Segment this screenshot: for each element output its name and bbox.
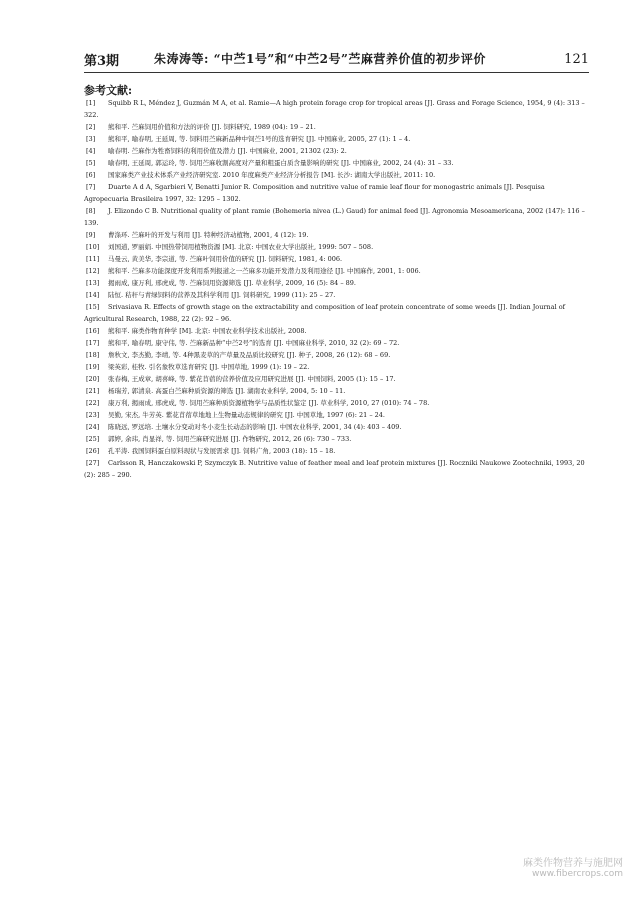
reference-list [84, 97, 589, 481]
reference-item [84, 457, 589, 481]
reference-item [84, 181, 589, 205]
reference-text: 康万利, 揭雨成, 邢虎成, 等. 饲用苎麻种质资源植物学与品质性状鉴定 [J]. 草业科学, 2010, 27 (010): 74 – 78. [108, 399, 430, 407]
reference-text: 喻春明, 王延周, 郭运玲, 等. 饲用苎麻收割高度对产量和粗蛋白质含量影响的研究 [J]. 中国麻业, 2002, 24 (4): 31 – 33. [108, 159, 454, 167]
reference-item [84, 325, 589, 337]
reference-number: [3] [86, 135, 96, 143]
reference-text: 熊和平, 喻春明, 王延周, 等. 饲料用苎麻新品种中饲苎1号的选育研究 [J]. 中国麻业, 2005, 27 (1): 1 – 4. [108, 135, 411, 143]
reference-number: [1] [86, 99, 96, 107]
reference-number: [26] [86, 447, 100, 455]
reference-text: 孔平涛. 我国饲料蛋白原料现状与发展需求 [J]. 饲料广角, 2003 (18): 15 – 18. [108, 447, 336, 455]
reference-number: [12] [86, 267, 100, 275]
reference-number: [7] [86, 183, 96, 191]
reference-number: [23] [86, 411, 100, 419]
reference-item [84, 133, 589, 145]
reference-item [84, 277, 589, 289]
reference-text: 詹秋文, 李杰勤, 李靖, 等. 4种黑麦草的产草量及品质比较研究 [J]. 种子, 2008, 26 (12): 68 – 69. [108, 351, 391, 359]
reference-item [84, 145, 589, 157]
reference-number: [5] [86, 159, 96, 167]
reference-item [84, 361, 589, 373]
reference-number: [9] [86, 231, 96, 239]
reference-item [84, 301, 589, 325]
reference-text: 梁英彩, 桂牧. 引名象牧草选育研究 [J]. 中国草地, 1999 (1): 19 – 22. [108, 363, 310, 371]
reference-number: [8] [86, 207, 96, 215]
reference-item [84, 433, 589, 445]
reference-item [84, 169, 589, 181]
reference-text: 熊和平. 苎麻多功能深度开发利用系列报道之一苎麻多功能开发潜力及利用途径 [J]. 中国麻作, 2001, 1: 006. [108, 267, 421, 275]
reference-text: Carlsson R, Hanczakowski P, Szymczyk B. Nutritive value of feather meal and leaf protein mixtures [J]. Roczniki Naukowe Zootechniki, 1993, 20 (2): 285 – 290. [84, 459, 585, 479]
reference-text: 陈晓远, 罗远培. 土壤水分变动对冬小麦生长动态的影响 [J]. 中国农业科学, 2001, 34 (4): 403 – 409. [108, 423, 402, 431]
reference-number: [20] [86, 375, 100, 383]
reference-text: 郭婷, 余玮, 肖显祥, 等. 饲用苎麻研究进展 [J]. 作物研究, 2012, 26 (6): 730 – 733. [108, 435, 352, 443]
reference-text: 杨瑞芳, 郭清泉. 高蛋白苎麻种质资源的筛选 [J]. 湖南农业科学, 2004, 5: 10 – 11. [108, 387, 346, 395]
running-header [84, 48, 589, 73]
reference-item [84, 373, 589, 385]
issue-label: 第3期 [84, 54, 120, 69]
reference-text: Srivasiava R. Effects of growth stage on the extractability and composition of leaf protein concentrate of some weeds [J]. Indian Journal of Agricultural Research, 1988, 22 (2): 92 – 96. [84, 303, 566, 323]
reference-text: 张春梅, 王成章, 胡喜峰, 等. 紫花苜蓿的营养价值及应用研究进展 [J]. 中国饲料, 2005 (1): 15 – 17. [108, 375, 396, 383]
reference-number: [25] [86, 435, 100, 443]
reference-item [84, 337, 589, 349]
reference-number: [6] [86, 171, 96, 179]
reference-text: 熊和平. 麻类作物育种学 [M]. 北京: 中国农业科学技术出版社, 2008. [108, 327, 307, 335]
reference-text: Squibb R L, Méndez J, Guzmán M A, et al. Ramie—A high protein forage crop for tropical areas [J]. Grass and Forage Science, 1954, 9 (4): 313 – 322. [84, 99, 585, 119]
reference-text: 曹涤环. 苎麻叶的开发与利用 [J]. 特种经济动植物, 2001, 4 (12): 19. [108, 231, 309, 239]
reference-text: 熊和平, 喻春明, 康守伟, 等. 苎麻新品种“中苎2号”的选育 [J]. 中国麻业科学, 2010, 32 (2): 69 – 72. [108, 339, 400, 347]
reference-text: J. Elizondo C B. Nutritional quality of plant ramie (Bohemeria nivea (L.) Gaud) for animal feed [J]. Agronomia Mesoamericana, 2002 (147): 116 – 139. [84, 207, 585, 227]
reference-number: [4] [86, 147, 96, 155]
reference-number: [10] [86, 243, 100, 251]
reference-number: [24] [86, 423, 100, 431]
references-heading: 参考文献: [84, 84, 133, 97]
reference-number: [19] [86, 363, 100, 371]
reference-number: [27] [86, 459, 100, 467]
site-watermark [523, 854, 623, 879]
reference-number: [14] [86, 291, 100, 299]
reference-number: [13] [86, 279, 100, 287]
reference-item [84, 157, 589, 169]
reference-text: 熊和平. 苎麻饲用价值和方法的评价 [J]. 饲料研究, 1989 (04): 19 – 21. [108, 123, 316, 131]
reference-number: [11] [86, 255, 100, 263]
page-number: 121 [564, 52, 589, 67]
reference-item [84, 229, 589, 241]
reference-text: 揭雨成, 康万利, 邢虎成, 等. 苎麻饲用资源筛选 [J]. 草业科学, 2009, 16 (5): 84 – 89. [108, 279, 357, 287]
reference-item [84, 241, 589, 253]
reference-number: [21] [86, 387, 100, 395]
reference-text: 马曼云, 黄美华, 李宗道, 等. 苎麻叶饲用价值的研究 [J]. 饲料研究, 1981, 4: 006. [108, 255, 343, 263]
reference-number: [17] [86, 339, 100, 347]
reference-item [84, 205, 589, 229]
reference-item [84, 409, 589, 421]
reference-item [84, 421, 589, 433]
reference-item [84, 253, 589, 265]
reference-item [84, 349, 589, 361]
reference-number: [18] [86, 351, 100, 359]
reference-text: 国家麻类产业技术体系产业经济研究室. 2010 年度麻类产业经济分析报告 [M]. 长沙: 湖南大学出版社, 2011: 10. [108, 171, 436, 179]
reference-item [84, 265, 589, 277]
reference-number: [16] [86, 327, 100, 335]
reference-text: 喻春明. 苎麻作为牲畜饲料的利用价值及潜力 [J]. 中国麻业, 2001, 21302 (23): 2. [108, 147, 347, 155]
reference-text: Duarte A d A, Sgarbieri V, Benatti Junior R. Composition and nutritive value of ramie leaf flour for monogastric animals [J]. Pesquisa Agropecuaria Brasileira 1997, 32: 1295 – 1302. [84, 183, 545, 203]
reference-number: [22] [86, 399, 100, 407]
reference-number: [15] [86, 303, 100, 311]
reference-item [84, 121, 589, 133]
reference-item [84, 385, 589, 397]
reference-item [84, 97, 589, 121]
reference-item [84, 445, 589, 457]
reference-item [84, 289, 589, 301]
reference-text: 陆恒. 秸秆与青绿饲料的营养及其科学利用 [J]. 饲料研究, 1999 (11): 25 – 27. [108, 291, 336, 299]
reference-number: [2] [86, 123, 96, 131]
reference-item [84, 397, 589, 409]
header-title: 朱涛涛等: “中苎1号”和“中苎2号”苎麻营养价值的初步评价 [154, 52, 486, 66]
watermark-url: www.fibercrops.com [532, 869, 623, 879]
watermark-name: 麻类作物营养与施肥网 [523, 858, 623, 869]
reference-text: 刘国道, 罗丽娟. 中国热带饲用植物资源 [M]. 北京: 中国农业大学出版社, 1999: 507 – 508. [108, 243, 374, 251]
reference-text: 吴勤, 宋杰, 牛芳英. 紫花苜蓿草地地上生物量动态规律的研究 [J]. 中国草地, 1997 (6): 21 – 24. [108, 411, 385, 419]
